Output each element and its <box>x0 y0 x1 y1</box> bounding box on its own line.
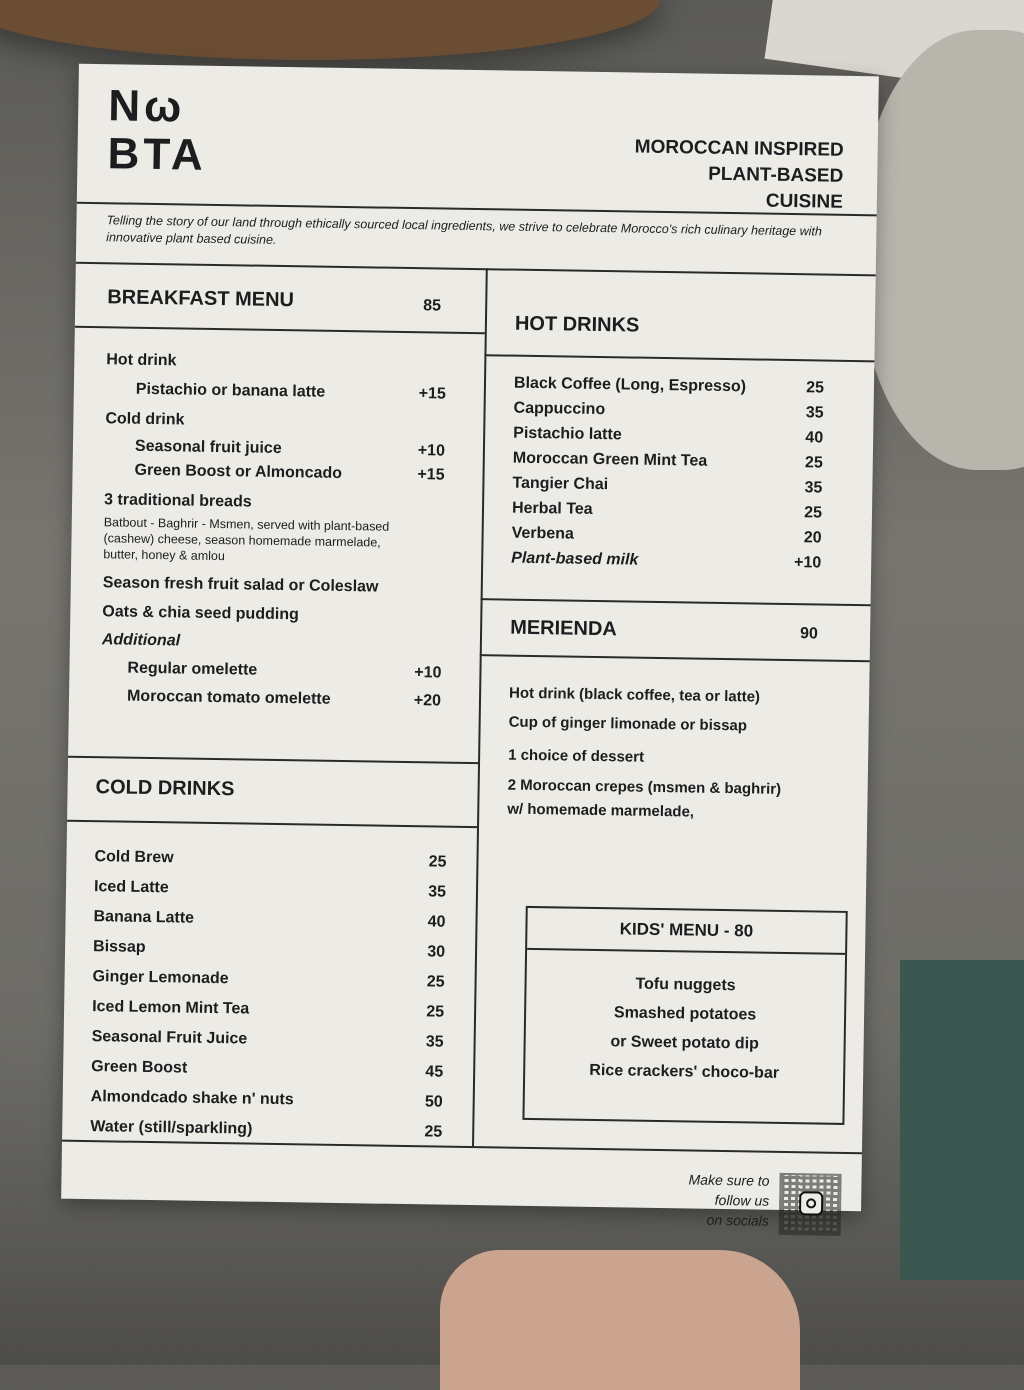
item-name: Seasonal fruit juice <box>134 437 282 458</box>
item-name: Green Boost or Almoncado <box>134 461 343 482</box>
divider <box>484 354 874 362</box>
tagline-line: MOROCCAN INSPIRED <box>634 136 844 161</box>
socials-line: on socials <box>706 1211 770 1229</box>
list-item: Smashed potatoes <box>613 1004 757 1024</box>
salad-label: Season fresh fruit salad or Coleslaw <box>102 574 379 596</box>
breads-description: Batbout - Baghrir - Msmen, served with plant-based (cashew) cheese, season homemade marmelade, butter, honey & amlou <box>103 515 390 564</box>
item-price: 35 <box>425 1033 444 1051</box>
item-name: Bissap <box>92 938 146 956</box>
item-name: Moroccan tomato omelette <box>126 687 331 708</box>
divider <box>62 1140 862 1155</box>
item-name: Iced Lemon Mint Tea <box>92 998 250 1018</box>
tagline-line: CUISINE <box>765 190 844 213</box>
breakfast-price: 85 <box>423 297 442 315</box>
item-price: 25 <box>804 454 823 472</box>
list-item: Cup of ginger limonade or bissap <box>508 713 748 735</box>
socials-note <box>688 1170 770 1231</box>
item-price: +20 <box>413 692 442 710</box>
item-name: Almondcado shake n' nuts <box>90 1088 294 1109</box>
item-price: 25 <box>806 379 825 397</box>
list-item: Tofu nuggets <box>635 975 736 995</box>
hot-drinks-title: HOT DRINKS <box>514 312 640 337</box>
item-name: Seasonal Fruit Juice <box>91 1028 248 1048</box>
item-price: 35 <box>804 479 823 497</box>
item-name: Regular omelette <box>127 659 258 679</box>
kids-menu-list <box>525 950 845 1089</box>
breads-label: 3 traditional breads <box>103 491 252 511</box>
menu-card <box>61 64 879 1229</box>
merienda-list <box>507 679 839 827</box>
item-name: Herbal Tea <box>511 499 593 518</box>
list-item: or Sweet potato dip <box>610 1033 760 1053</box>
kids-menu-title: KIDS' MENU - 80 <box>527 908 846 955</box>
socials-line: follow us <box>714 1191 770 1209</box>
cold-drinks-list <box>90 842 447 1147</box>
list-item <box>511 546 821 576</box>
table-background <box>0 0 660 60</box>
tagline-line: PLANT-BASED <box>708 163 844 187</box>
item-name: Pistachio or banana latte <box>135 380 326 401</box>
breakfast-title: BREAKFAST MENU <box>107 286 295 312</box>
hand <box>440 1250 800 1390</box>
list-item <box>93 902 445 938</box>
item-price: 45 <box>425 1063 444 1081</box>
logo-line-1: Nω <box>107 81 186 132</box>
merienda-title: MERIENDA <box>509 616 617 641</box>
divider <box>75 326 485 334</box>
item-price: 20 <box>803 529 822 547</box>
item-price: 40 <box>805 429 824 447</box>
item-name: Cappuccino <box>513 399 606 419</box>
hot-drink-label: Hot drink <box>106 351 177 370</box>
item-price: 25 <box>426 973 445 991</box>
item-price: 35 <box>805 404 824 422</box>
background-cloth <box>900 960 1024 1280</box>
list-item: Rice crackers' choco-bar <box>589 1061 780 1082</box>
item-price: +15 <box>418 385 446 403</box>
cold-drinks-title: COLD DRINKS <box>95 776 235 801</box>
list-item: Hot drink (black coffee, tea or latte) <box>508 684 761 706</box>
divider <box>481 598 871 606</box>
logo-line-2: BTA <box>107 129 208 180</box>
hot-drinks-list <box>511 371 824 576</box>
divider <box>68 756 478 764</box>
item-price: 40 <box>427 913 446 931</box>
item-name: Cold Brew <box>94 848 174 867</box>
background-bowl <box>860 30 1024 470</box>
divider <box>67 820 477 828</box>
item-name: Pistachio latte <box>513 424 622 444</box>
item-name: Verbena <box>511 524 575 543</box>
item-name: Moroccan Green Mint Tea <box>512 449 708 470</box>
item-price: 25 <box>426 1003 445 1021</box>
list-item: 2 Moroccan crepes (msmen & baghrir) <box>507 776 782 798</box>
list-item: 1 choice of dessert <box>508 746 645 766</box>
item-name: Water (still/sparkling) <box>90 1118 253 1138</box>
brand-logo <box>107 82 208 180</box>
divider <box>480 654 870 662</box>
list-item: w/ homemade marmelade, <box>507 800 695 821</box>
merienda-price: 90 <box>799 625 819 643</box>
item-price: 25 <box>804 504 823 522</box>
item-name: Black Coffee (Long, Espresso) <box>513 374 747 396</box>
item-price: +10 <box>414 664 442 682</box>
item-name: Iced Latte <box>93 878 169 897</box>
breakfast-details <box>101 346 447 715</box>
pudding-label: Oats & chia seed pudding <box>102 603 299 624</box>
item-price: 50 <box>424 1093 443 1111</box>
list-item <box>101 682 441 715</box>
item-price: 30 <box>427 943 446 961</box>
item-price: +10 <box>793 554 822 572</box>
socials-line: Make sure to <box>688 1171 770 1189</box>
additional-label: Additional <box>101 631 181 650</box>
item-name: Tangier Chai <box>512 474 609 494</box>
cold-drink-label: Cold drink <box>105 410 185 429</box>
item-name: Banana Latte <box>93 908 195 927</box>
column-divider <box>472 268 488 1146</box>
intro-text: Telling the story of our land through ethically sourced local ingredients, we strive to celebrate Morocco's rich culinary heritage with innovative plant based cuisine. <box>106 213 823 247</box>
kids-menu-box <box>522 906 847 1125</box>
item-name: Ginger Lemonade <box>92 968 229 988</box>
instagram-icon <box>799 1191 823 1215</box>
item-price: +15 <box>417 466 445 484</box>
tagline <box>583 134 844 216</box>
list-item <box>104 458 444 487</box>
item-price: 25 <box>428 853 447 871</box>
item-price: 25 <box>424 1123 443 1141</box>
divider <box>76 262 876 277</box>
item-price: +10 <box>417 442 446 460</box>
item-name: Plant-based milk <box>511 549 639 569</box>
item-name: Green Boost <box>91 1058 188 1077</box>
item-price: 35 <box>428 883 447 901</box>
